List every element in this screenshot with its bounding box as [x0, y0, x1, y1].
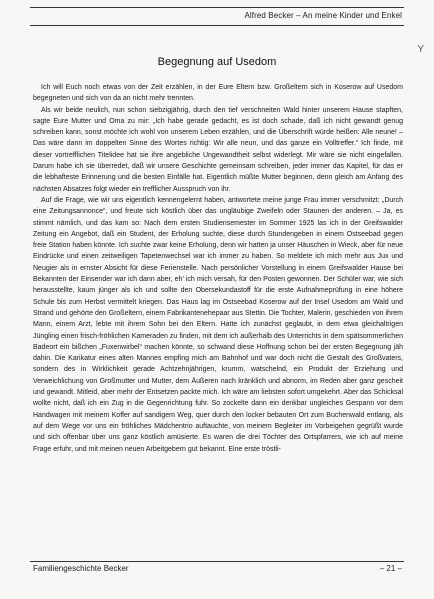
footer-title: Familiengeschichte Becker [33, 564, 129, 573]
chapter-title: Begegnung auf Usedom [157, 56, 277, 68]
header-rule-bottom [30, 25, 404, 26]
paragraph: Auf die Frage, wie wir uns eigentlich kennengelernt haben, antwortete meine junge Frau immer verschmitzt: „Durch eine Zeitungsannonce“, und freute sich köstlich über das ungläubige Zweifeln oder Staunen der anderen. – Ja, es stimmt nämlich, und das kam so: Nach dem ersten Studiensemester im Sommer 1925 las ich in der Greifswalder Zeitung ein Angebot, daß ein Student, der Erholung suchte, diese durch Stundengeben in einem Ostseebad gegen freie Station haben könnte. Ich suchte zwar keine Erholung, denn wir hatten ja unser Häuschen in Wieck, aber für neue Eindrücke und einen zeitweiligen Tapetenwechsel war ich immer zu haben. So meldete ich mich mehr aus Jux und Neugier als in ernster Absicht für diese Ferienstelle. Nach persönlicher Vorstellung in einem Greifswalder Hause bei Bekannten der Einsender war ich dann aber, eh’ ich mich versah, für den Posten gewonnen. Der Schüler war, wie sich herausstellte, kaum jünger als ich und sollte den Obersekundastoff für die erste Aufnahmeprüfung in eine höhere Schule bis zum Herbst vermittelt kriegen. Das Haus lag im Ostseebad Koserow auf der Insel Usedom am Wald und Strand und gehörte den Großeltern, einem Fabrikantenehepaar aus Stettin. Die Tochter, Malerin, geschieden von ihrem Mann, einem Arzt, lebte mit ihrem Sohn bei den Eltern. Hatte ich zunächst geglaubt, in dem etwa gleichaltrigen Jüngling einen frisch-fröhlichen Kameraden zu finden, mit dem ich außerhalb des Unterrichts in dem spätsommerlichen Badeort ein bißchen „Fuxenwirbel“ machen könnte, so schwand diese Hoffnung schon bei der ersten Begegnung jäh dahin. Die Karikatur eines alten Mannes empfing mich am Bahnhof und war doch nicht die Gestalt des Großvaters, sondern des in Wirklichkeit gerade Achtzehnjährigen, krumm, watschelnd, ein Produkt der Erziehung und Verweichlichung von Großmutter und Mutter, dem Äußeren nach kränklich und abnorm, im Reden aber ganz gescheit und gewandt. Mitleid, aber mehr der Entsetzen packte mich. Ich wäre am liebsten sofort umgekehrt. Aber das Schicksal wollte nicht, daß ich ein Zug in die Gegenrichtung fuhr. So zockelte dann ein denkbar ungleiches Gespann vor dem Handwagen mit meinem Koffer auf sandigem Weg, quer durch den locker bebauten Ort zum Buchenwald entlang, als auf dem Wege vor uns ein fröhliches Mädchentrio auftauchte, von meinem Begleiter im Vorbeigehen gegrüßt wurde und sich offenbar über uns ganz köstlich amüsierte. Es waren die drei Töchter des Ortspfarrers, wie ich auf meine Frage erfuhr, und mit meinen neuen Arbeitgebern gut bekannt. Eine erste tröstli- [33, 196, 404, 453]
header-rule-top [30, 7, 404, 8]
paragraph: Als wir beide neulich, nun schon siebzigjährig, durch den tief verschneiten Wald hinter unserem Hause stapften, sagte Eure Mutter und Oma zu mir: „Ich habe gerade gedacht, es ist doch schade, daß ich nicht gewandt genug schreiben kann, sonst möchte ich wohl von unserem Leben erzählen, und die Überschrift würde heißen: Alle neune! – Das wäre dann im doppelten Sinne des Wortes richtig: Wir alle neun, und das ganze ein Volltreffer.“ Ich finde, mit dieser vortrefflichen Titelidee hat sie ihre angebliche Ungewandtheit selbst widerlegt. Mir wäre sie nicht eingefallen. Darum habe ich sie überredet, daß wir unsere Geschichte gemeinsam schreiben, jeder immer das Kapitel, für das er die lebhafteste Erinnerung und die besten Einfälle hat. Eigentlich müßte Mutter beginnen, denn gleich am Anfang des nächsten Absatzes folgt wieder ein trefflicher Ausspruch von ihr. [33, 106, 403, 193]
footer-rule [30, 561, 404, 562]
margin-mark: Y [417, 44, 424, 55]
running-head: Alfred Becker – An meine Kinder und Enkel [244, 11, 402, 20]
paragraph: Ich will Euch noch etwas von der Zeit erzählen, in der Eure Eltern bzw. Großeltern sich in Koserow auf Usedom begegneten und sich von da an nicht mehr trennten. [33, 84, 403, 103]
page-number: – 21 – [379, 564, 402, 573]
body-text [33, 82, 403, 455]
